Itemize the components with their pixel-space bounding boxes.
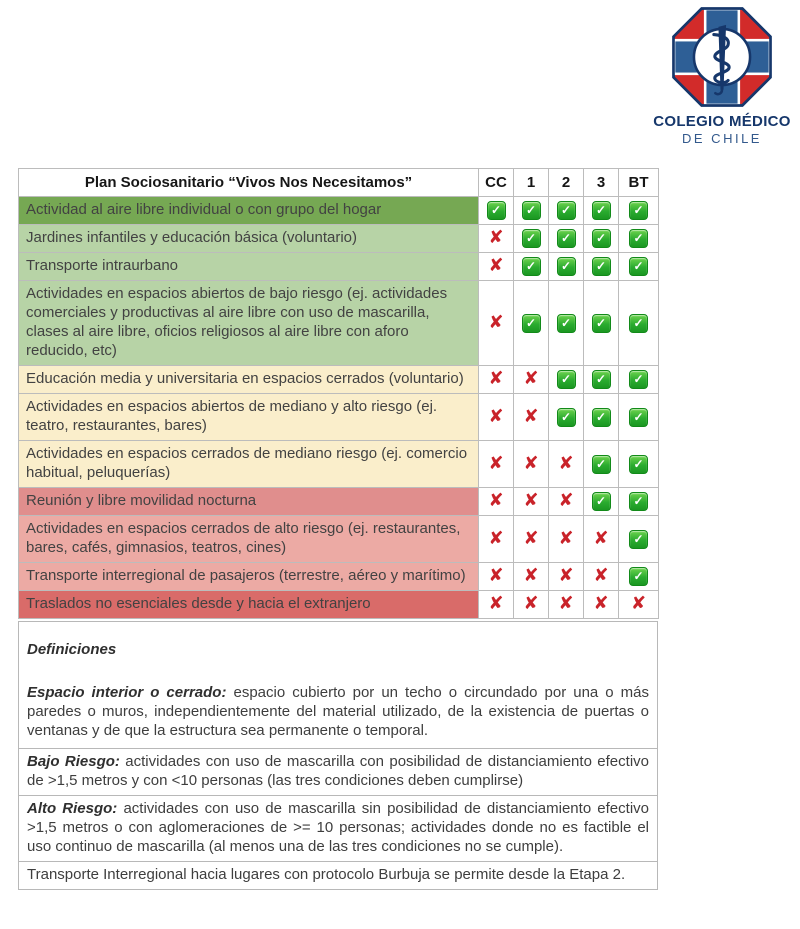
x-icon: ✘ [523, 527, 539, 549]
mark-cell [584, 366, 619, 394]
mark-cell [479, 197, 514, 225]
mark-cell [514, 441, 549, 488]
definition-text: Transporte Interregional hacia lugares con protocolo Burbuja se permite desde la Etapa 2. [27, 866, 626, 883]
check-icon: ✓ [629, 257, 648, 276]
column-header-3: 3 [584, 169, 619, 197]
table-row [19, 225, 659, 253]
mark-cell [619, 488, 659, 516]
x-icon: ✘ [523, 405, 539, 427]
table-row [19, 366, 659, 394]
x-icon: ✘ [523, 452, 539, 474]
mark-cell [584, 441, 619, 488]
check-icon: ✓ [592, 455, 611, 474]
check-icon: ✓ [557, 201, 576, 220]
check-icon: ✓ [557, 257, 576, 276]
mark-cell [549, 253, 584, 281]
mark-cell [549, 516, 584, 563]
column-header-bt: BT [619, 169, 659, 197]
table-row [19, 591, 659, 619]
check-icon: ✓ [629, 370, 648, 389]
definition-term: Espacio interior o cerrado: [27, 684, 227, 701]
table-row [19, 441, 659, 488]
check-icon: ✓ [522, 257, 541, 276]
x-icon: ✘ [593, 565, 609, 586]
mark-cell [479, 441, 514, 488]
definition-term: Bajo Riesgo: [27, 753, 120, 770]
x-icon: ✘ [488, 368, 504, 389]
table-row [19, 281, 659, 366]
column-header-1: 1 [514, 169, 549, 197]
x-icon: ✘ [488, 527, 504, 549]
activity-label: Transporte intraurbano [19, 253, 479, 281]
mark-cell [619, 197, 659, 225]
activity-label: Educación media y universitaria en espacios cerrados (voluntario) [19, 366, 479, 394]
mark-cell [514, 366, 549, 394]
check-icon: ✓ [592, 492, 611, 511]
x-icon: ✘ [488, 227, 504, 248]
mark-cell [514, 253, 549, 281]
check-icon: ✓ [557, 229, 576, 248]
x-icon: ✘ [488, 593, 504, 614]
mark-cell [514, 563, 549, 591]
mark-cell [479, 488, 514, 516]
check-icon: ✓ [629, 229, 648, 248]
mark-cell [619, 441, 659, 488]
mark-cell [549, 394, 584, 441]
activity-label: Actividades en espacios cerrados de mediano riesgo (ej. comercio habitual, peluquerías) [19, 441, 479, 488]
activity-label: Transporte interregional de pasajeros (terrestre, aéreo y marítimo) [19, 563, 479, 591]
mark-cell [584, 516, 619, 563]
mark-cell [514, 225, 549, 253]
plan-table-head [19, 169, 659, 197]
mark-cell [584, 394, 619, 441]
mark-cell [619, 516, 659, 563]
x-icon: ✘ [593, 593, 609, 614]
check-icon: ✓ [592, 257, 611, 276]
column-header-cc: CC [479, 169, 514, 197]
definition-item [27, 683, 649, 740]
mark-cell [549, 591, 584, 619]
mark-cell [619, 591, 659, 619]
table-row [19, 197, 659, 225]
table-row [19, 516, 659, 563]
check-icon: ✓ [592, 314, 611, 333]
mark-cell [619, 225, 659, 253]
table-title: Plan Sociosanitario “Vivos Nos Necesitamos” [19, 169, 479, 197]
x-icon: ✘ [523, 368, 539, 389]
content [18, 168, 658, 890]
x-icon: ✘ [523, 593, 539, 614]
mark-cell [479, 225, 514, 253]
definitions-section [18, 621, 658, 890]
check-icon: ✓ [557, 314, 576, 333]
colegio-medico-emblem [671, 6, 773, 108]
check-icon: ✓ [629, 567, 648, 586]
check-icon: ✓ [592, 408, 611, 427]
mark-cell [479, 394, 514, 441]
definitions-heading: Definiciones [27, 641, 117, 658]
check-icon: ✓ [629, 201, 648, 220]
x-icon: ✘ [558, 565, 574, 586]
check-icon: ✓ [629, 455, 648, 474]
mark-cell [584, 253, 619, 281]
mark-cell [619, 253, 659, 281]
mark-cell [584, 591, 619, 619]
x-icon: ✘ [593, 527, 609, 549]
activity-label: Actividades en espacios abiertos de mediano y alto riesgo (ej. teatro, restaurantes, bares) [19, 394, 479, 441]
mark-cell [514, 281, 549, 366]
mark-cell [514, 197, 549, 225]
activity-label: Jardines infantiles y educación básica (voluntario) [19, 225, 479, 253]
check-icon: ✓ [629, 530, 648, 549]
x-icon: ✘ [523, 565, 539, 586]
mark-cell [479, 563, 514, 591]
mark-cell [584, 197, 619, 225]
definition-term: Alto Riesgo: [27, 800, 118, 817]
x-icon: ✘ [558, 527, 574, 549]
definition-item [19, 748, 657, 795]
x-icon: ✘ [488, 405, 504, 427]
mark-cell [584, 488, 619, 516]
x-icon: ✘ [558, 593, 574, 614]
activity-label: Reunión y libre movilidad nocturna [19, 488, 479, 516]
activity-label: Actividades en espacios abiertos de bajo riesgo (ej. actividades comerciales y productivas al aire libre con uso de mascarilla, clases al aire libre, oficios religiosos al aire libre con aforo reducido, etc) [19, 281, 479, 366]
check-icon: ✓ [629, 492, 648, 511]
mark-cell [514, 516, 549, 563]
table-row [19, 563, 659, 591]
definition-text: espacio cubierto por un techo o circundado por una o más paredes o muros, independientemente del material utilizado, de la existencia de puertas o ventanas y de que la estructura sea permanente o temporal. [27, 684, 649, 739]
check-icon: ✓ [487, 201, 506, 220]
definition-text: actividades con uso de mascarilla sin posibilidad de distanciamiento efectivo >1,5 metros o con aglomeraciones de >= 10 personas; actividades donde no es factible el uso continuo de mascarilla (al menos una de las tres condiciones no se cumple). [27, 800, 649, 855]
x-icon: ✘ [488, 565, 504, 586]
mark-cell [479, 281, 514, 366]
mark-cell [584, 563, 619, 591]
definitions-intro [19, 622, 657, 748]
mark-cell [514, 488, 549, 516]
mark-cell [514, 591, 549, 619]
check-icon: ✓ [522, 229, 541, 248]
plan-table-body [19, 197, 659, 619]
mark-cell [479, 516, 514, 563]
plan-table [18, 168, 659, 619]
mark-cell [619, 366, 659, 394]
column-header-2: 2 [549, 169, 584, 197]
mark-cell [479, 253, 514, 281]
mark-cell [619, 394, 659, 441]
logo [652, 6, 792, 146]
logo-title: COLEGIO MÉDICO [653, 113, 791, 130]
x-icon: ✘ [558, 452, 574, 474]
check-icon: ✓ [522, 201, 541, 220]
check-icon: ✓ [557, 408, 576, 427]
check-icon: ✓ [592, 229, 611, 248]
x-icon: ✘ [558, 490, 574, 511]
x-icon: ✘ [488, 490, 504, 511]
mark-cell [549, 225, 584, 253]
check-icon: ✓ [522, 314, 541, 333]
mark-cell [619, 281, 659, 366]
x-icon: ✘ [630, 593, 647, 614]
definition-item [19, 795, 657, 861]
mark-cell [479, 591, 514, 619]
mark-cell [549, 488, 584, 516]
check-icon: ✓ [592, 201, 611, 220]
table-row [19, 253, 659, 281]
activity-label: Actividades en espacios cerrados de alto riesgo (ej. restaurantes, bares, cafés, gimnasios, teatros, cines) [19, 516, 479, 563]
mark-cell [549, 281, 584, 366]
table-row [19, 394, 659, 441]
x-icon: ✘ [523, 490, 539, 511]
header-row [19, 169, 659, 197]
definition-item [19, 861, 657, 889]
table-row [19, 488, 659, 516]
x-icon: ✘ [488, 311, 504, 333]
mark-cell [619, 563, 659, 591]
mark-cell [549, 197, 584, 225]
mark-cell [584, 281, 619, 366]
check-icon: ✓ [629, 408, 648, 427]
check-icon: ✓ [629, 314, 648, 333]
mark-cell [514, 394, 549, 441]
logo-subtitle: DE CHILE [682, 131, 762, 146]
x-icon: ✘ [488, 452, 504, 474]
mark-cell [479, 366, 514, 394]
x-icon: ✘ [488, 255, 504, 276]
mark-cell [549, 441, 584, 488]
mark-cell [549, 563, 584, 591]
definition-text: actividades con uso de mascarilla con posibilidad de distanciamiento efectivo de >1,5 metros y con <10 personas (las tres condiciones deben cumplirse) [27, 753, 649, 789]
check-icon: ✓ [557, 370, 576, 389]
activity-label: Traslados no esenciales desde y hacia el extranjero [19, 591, 479, 619]
mark-cell [549, 366, 584, 394]
mark-cell [584, 225, 619, 253]
activity-label: Actividad al aire libre individual o con grupo del hogar [19, 197, 479, 225]
check-icon: ✓ [592, 370, 611, 389]
